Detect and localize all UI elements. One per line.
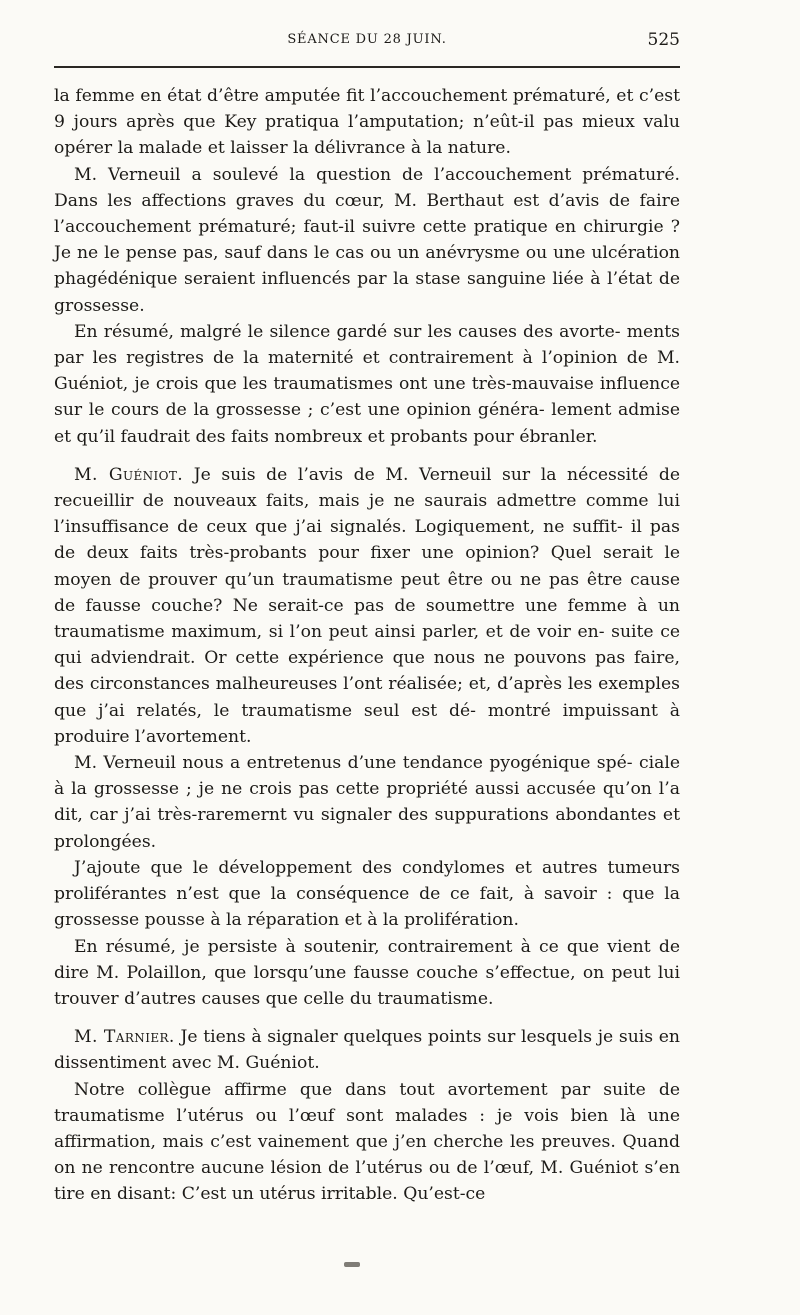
text-line: Je tiens à signaler quelques points sur lesquels je: [174, 1027, 614, 1048]
text-line: de dire M. Polaillon, que lorsqu’une fausse couche s’effectue, on: [54, 936, 681, 983]
paragraph-gueniot-reply: [54, 462, 680, 750]
text-line: recueillir de nouveaux faits, mais je ne saurais admettre comme: [54, 491, 649, 512]
text-line: lement admise et qu’il faudrait des faits nombreux et probants pour: [54, 400, 680, 447]
text-line: à un traumatisme maximum, si l’on peut ainsi parler, et de voir en-: [54, 595, 680, 643]
text-line: c’est 9 jours après que Key pratiqua l’amputation; n’eût-il pas: [54, 86, 681, 133]
text-line: peut lui trouver d’autres causes que celle du traumatisme.: [54, 962, 680, 1009]
paragraph-pyogenique: [54, 750, 680, 855]
text-line: chirurgie ? Je ne le pense pas, sauf dans le cas ou un anévrysme: [54, 217, 680, 264]
text-line: influence sur le cours de la grossesse ; c’est une opinion généra-: [54, 374, 680, 421]
text-line: proliférantes n’est que la conséquence de ce fait, à savoir : que: [54, 884, 655, 905]
text-line: affirmation, mais c’est vainement que j’en cherche les preuves.: [54, 1131, 616, 1152]
paragraph-affirmation: [54, 1077, 680, 1208]
text-line: M. Verneuil a soulevé la question de l’accouchement prématuré.: [74, 164, 680, 185]
text-line: Notre collègue affirme que dans tout avortement par suite de: [74, 1079, 680, 1100]
text-line: ébranler.: [519, 426, 598, 447]
text-line: mieux valu opérer la malade et laisser la délivrance à la nature.: [54, 112, 680, 159]
paragraph-condylomes: [54, 855, 680, 934]
text-line: cause de fausse couche? Ne serait-ce pas de soumettre une femme: [54, 569, 680, 616]
paragraph-resume-traumatismes: [54, 319, 680, 450]
page-header: [54, 24, 680, 60]
text-line: J’ajoute que le développement des condylomes et autres tumeurs: [74, 857, 680, 878]
text-line: traumatisme l’utérus ou l’œuf sont malades : je vois bien là une: [54, 1105, 680, 1126]
running-title: SÉANCE DU 28 JUIN.: [287, 32, 447, 47]
text-line: M. Guéniot s’en tire en disant: C’est un utérus irritable. Qu’est-ce: [54, 1158, 681, 1205]
text-line: suite ce qui adviendrait. Or cette expérience que nous ne pouvons: [54, 622, 680, 669]
text-line: le moyen de prouver qu’un traumatisme peut être ou ne pas être: [54, 543, 680, 590]
speaker-gueniot: M. Guéniot.: [74, 464, 184, 485]
text-line: suis en dissentiment avec M. Guéniot.: [54, 1027, 680, 1074]
text-line: Je suis de l’avis de M. Verneuil sur la nécessité de: [183, 464, 680, 485]
text-line: ou une ulcération phagédénique seraient influencés par la stase: [54, 243, 680, 290]
text-line: la grossesse pousse à la réparation et à la prolifération.: [54, 884, 680, 931]
paragraph-tarnier: [54, 1024, 680, 1076]
text-line: faire l’accouchement prématuré; faut-il suivre cette pratique en: [54, 190, 681, 238]
speaker-tarnier: M. Tarnier.: [74, 1027, 175, 1048]
text-line: En résumé, malgré le silence gardé sur les causes des avorte-: [74, 321, 621, 342]
text-line: ments par les registres de la maternité et contrairement à l’opinion: [54, 321, 680, 369]
text-line: ciale à la grossesse ; je ne crois pas cette propriété aussi accusée: [54, 753, 680, 800]
text-line: la femme en état d’être amputée fit l’accouchement prématuré, et: [54, 86, 634, 106]
text-line: il pas de deux faits très-probants pour fixer une opinion? Quel serait: [54, 517, 681, 564]
text-line: sanguine liée à l’état de grossesse.: [54, 269, 680, 316]
printer-mark: [344, 1262, 360, 1267]
text-line: En résumé, je persiste à soutenir, contrairement à ce que vient: [74, 936, 651, 957]
text-line: pas faire, des circonstances malheureuses l’ont réalisée; et,: [54, 648, 680, 695]
text-line: lui l’insuffisance de ceux que j’ai signalés. Logiquement, ne suffit-: [54, 491, 680, 538]
header-rule: [54, 66, 680, 68]
text-line: Quand on ne rencontre aucune lésion de l’utérus ou de l’œuf,: [54, 1131, 680, 1179]
paragraph-polaillon: [54, 934, 680, 1013]
body-text: [54, 83, 680, 1208]
page-number: 525: [647, 30, 680, 50]
text-line: M. Verneuil nous a entretenus d’une tendance pyogénique spé-: [74, 753, 633, 774]
paragraph-continued: [54, 83, 680, 162]
text-line: montré impuissant à produire l’avortement.: [54, 700, 680, 747]
text-line: abondantes et prolongées.: [54, 805, 680, 852]
text-line: d’après les exemples que j’ai relatés, le traumatisme seul est dé-: [54, 674, 680, 721]
paragraph-verneuil-accouchement: [54, 162, 680, 319]
text-line: Dans les affections graves du cœur, M. Berthaut est d’avis de: [54, 190, 631, 211]
text-line: qu’on l’a dit, car j’ai très-raremernt vu signaler des suppurations: [54, 779, 681, 826]
text-line: de M. Guéniot, je crois que les traumatismes ont une très-mauvaise: [54, 348, 681, 395]
